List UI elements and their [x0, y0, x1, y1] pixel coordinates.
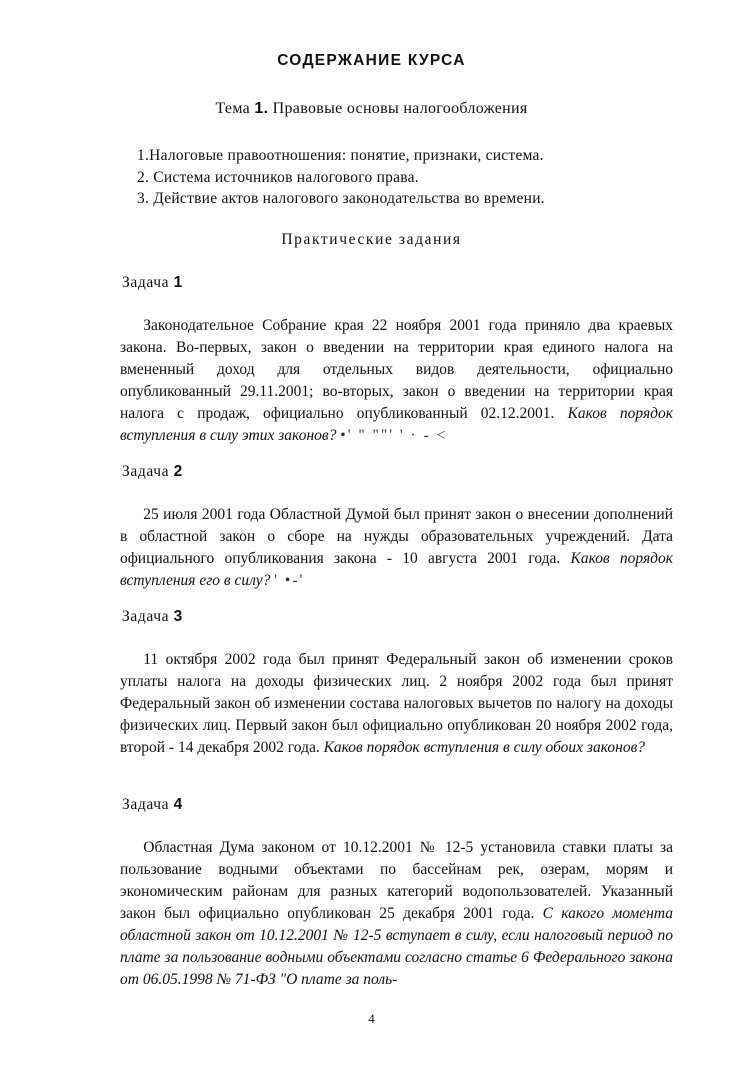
task-question: Каков порядок вступления его в силу? [120, 550, 674, 589]
page-number: 4 [368, 1011, 375, 1026]
topic-question: 1.Налоговые правоотношения: понятие, признаки, система. [137, 147, 544, 164]
topic-number: 1. [254, 100, 269, 117]
task-heading [122, 608, 183, 626]
scan-marks: ' •-' [274, 572, 305, 589]
task-text [120, 649, 673, 759]
topic-question: 2. Система источников налогового права. [137, 168, 419, 186]
task-heading [122, 796, 183, 814]
task-number: 2 [173, 463, 183, 480]
task-label: Задача [122, 274, 170, 291]
task-question: С какого момента областной закон от 10.12.2001 № 12-5 вступает в силу, если налоговый период по плате за пользование водными объектами согласно статье 6 Федерального закона от 06.05.1998 № 71-ФЗ "О плате за поль- [120, 905, 673, 988]
task-number: 1 [173, 274, 183, 291]
task-heading [122, 463, 183, 481]
task-number: 3 [173, 608, 183, 625]
task-label: Задача [122, 796, 170, 813]
task-question: Каков порядок вступления в силу обоих законов? [323, 739, 646, 756]
task-question: Каков порядок вступления в силу этих законов? [120, 405, 673, 444]
task-statement: Законодательное Собрание края 22 ноября 2001 года приняло два краевых закона. Во-первых, закон о введении на территории края единого налога на вмененный доход для отдельных видов деятельности, официально опубликованный 29.11.2001; во-вторых, закон о введении на территории края налога с продаж, официально опубликованный 02.12.2001. [120, 317, 673, 422]
task-label: Задача [122, 463, 170, 480]
topic-questions-list [137, 145, 545, 210]
topic-heading [0, 100, 743, 118]
task-statement: Областная Дума законом от 10.12.2001 № 12-5 установила ставки платы за пользование водными объектами по бассейнам рек, озерам, морям и экономическим районам для разных категорий водопользователей. Указанный закон был официально опубликован 25 декабря 2001 года. [120, 839, 673, 922]
topic-name: Правовые основы налогообложения [272, 100, 528, 117]
task-text [120, 837, 673, 991]
task-statement: 11 октября 2002 года был принят Федеральный закон об изменении сроков уплаты налога на доходы физических лиц. 2 ноября 2002 года был принят Федеральный закон об изменении состава налоговых вычетов по налогу на доходы физических лиц. Первый закон был официально опубликован 20 ноября 2002 года, второй - 14 декабря 2002 года. [120, 651, 673, 756]
task-number: 4 [173, 796, 183, 813]
topic-prefix: Тема [215, 100, 251, 117]
task-statement: 25 июля 2001 года Областной Думой был принят закон о внесении дополнений в областной закон о сборе на нужды образовательных учреждений. Дата официального опубликования закона - 10 августа 2001 года. [120, 506, 673, 567]
topic-question: 3. Действие актов налогового законодательства во времени. [137, 190, 545, 207]
task-label: Задача [122, 608, 170, 625]
task-text [120, 504, 673, 592]
practical-tasks-heading: Практические задания [281, 231, 462, 248]
task-heading [122, 274, 183, 292]
course-contents-title: СОДЕРЖАНИЕ КУРСА [277, 52, 466, 69]
scan-marks: •' " ""' ' · - < [340, 427, 448, 444]
task-text [120, 315, 673, 447]
